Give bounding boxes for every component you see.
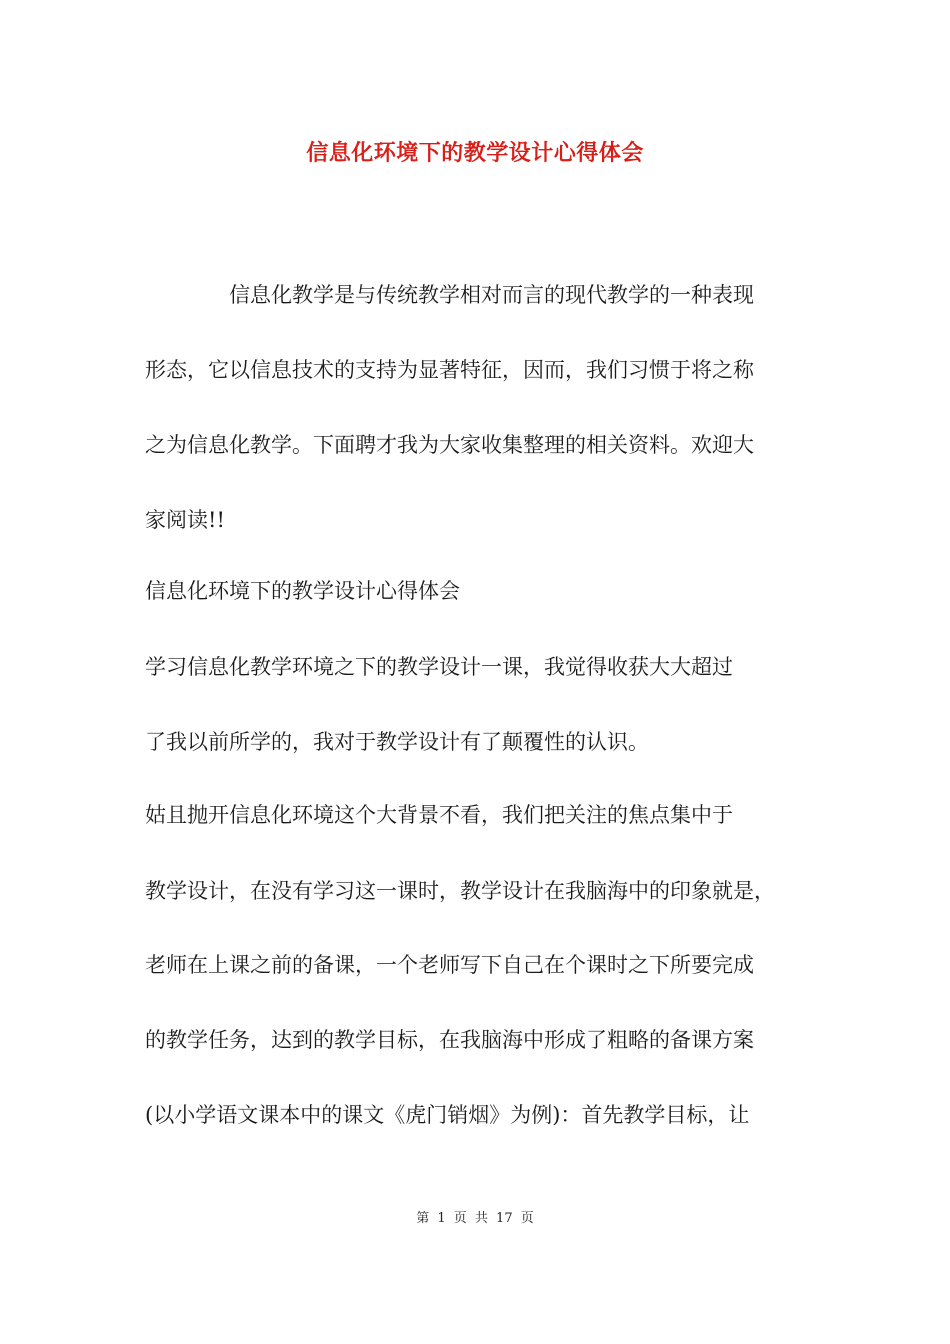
body-line: 信息化教学是与传统教学相对而言的现代教学的一种表现	[145, 283, 754, 307]
document-title: 信息化环境下的教学设计心得体会	[306, 140, 644, 166]
page-number: 第 1 页 共 17 页	[416, 1211, 534, 1226]
body-line: 老师在上课之前的备课，一个老师写下自己在个课时之下所要完成	[145, 953, 754, 977]
body-line: 姑且抛开信息化环境这个大背景不看，我们把关注的焦点集中于	[145, 803, 733, 827]
body-line: (以小学语文课本中的课文《虎门销烟》为例)：首先教学目标，让	[145, 1103, 750, 1127]
body-line: 家阅读!!	[145, 508, 225, 532]
body-line: 之为信息化教学。下面聘才我为大家收集整理的相关资料。欢迎大	[145, 433, 754, 457]
body-line: 学习信息化教学环境之下的教学设计一课，我觉得收获大大超过	[145, 655, 733, 679]
body-line: 形态，它以信息技术的支持为显著特征，因而，我们习惯于将之称	[145, 358, 754, 382]
body-line: 教学设计，在没有学习这一课时，教学设计在我脑海中的印象就是，	[145, 879, 775, 903]
body-line: 的教学任务，达到的教学目标，在我脑海中形成了粗略的备课方案	[145, 1028, 754, 1052]
body-line: 了我以前所学的，我对于教学设计有了颠覆性的认识。	[145, 730, 649, 754]
section-heading: 信息化环境下的教学设计心得体会	[145, 579, 460, 603]
